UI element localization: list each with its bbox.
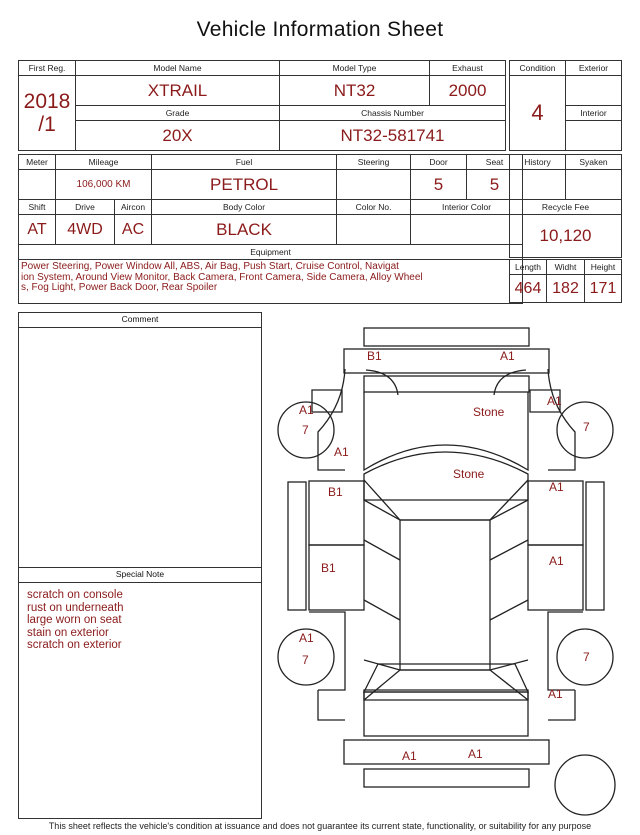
rear-bumper (344, 740, 549, 764)
damage-mark: 7 (583, 420, 590, 434)
damage-mark: B1 (367, 349, 382, 363)
first-reg-month: /1 (38, 113, 56, 136)
equipment-label: Equipment (19, 245, 523, 260)
drive-label: Drive (56, 200, 115, 215)
right-pillars (490, 480, 528, 670)
exterior-label: Exterior (566, 61, 622, 76)
shift-label: Shift (19, 200, 56, 215)
width-value: 182 (547, 275, 585, 303)
exhaust-value: 2000 (430, 76, 506, 106)
condition-label: Condition (510, 61, 566, 76)
car-damage-diagram (270, 320, 622, 820)
damage-mark: A1 (299, 403, 314, 417)
color-no-value (337, 215, 411, 245)
exhaust-label: Exhaust (430, 61, 506, 76)
first-reg-year: 2018 (23, 90, 71, 113)
rear-window (364, 664, 528, 692)
hood (364, 392, 528, 470)
model-name-label: Model Name (76, 61, 280, 76)
fuel-label: Fuel (152, 155, 337, 170)
comment-label: Comment (19, 313, 261, 328)
condition-table (509, 60, 622, 151)
seat-value: 5 (467, 170, 523, 200)
aircon-label: Aircon (115, 200, 152, 215)
rear-bumper-lower (364, 769, 529, 787)
damage-mark: A1 (402, 749, 417, 763)
left-rear-door (309, 545, 364, 610)
model-type-value: NT32 (280, 76, 430, 106)
body-color-value: BLACK (152, 215, 337, 245)
special-note-box (18, 567, 262, 819)
damage-mark: A1 (468, 747, 483, 761)
recycle-fee-label: Recycle Fee (510, 200, 622, 215)
front-bumper-upper (364, 328, 529, 346)
tailgate (364, 692, 528, 736)
left-side-sill (288, 482, 306, 610)
body-color-label: Body Color (152, 200, 337, 215)
special-note-item: large worn on seat (27, 614, 122, 626)
length-label: Length (510, 260, 547, 275)
drive-value: 4WD (56, 215, 115, 245)
damage-mark: A1 (549, 554, 564, 568)
damage-mark: Stone (473, 405, 505, 419)
exterior-value (566, 76, 622, 106)
interior-color-value (411, 215, 523, 245)
history-table (509, 154, 622, 258)
left-pillars (364, 480, 400, 670)
model-type-label: Model Type (280, 61, 430, 76)
length-value: 464 (510, 275, 547, 303)
first-reg-label: First Reg. (19, 61, 76, 76)
shift-value: AT (19, 215, 56, 245)
comment-box (18, 312, 262, 568)
disclaimer: This sheet reflects the vehicle's condition at issuance and does not guarantee its current state, functionality, or suitability for any purpose (48, 821, 592, 831)
grade-value: 20X (76, 121, 280, 151)
damage-mark: B1 (321, 561, 336, 575)
interior-color-label: Interior Color (411, 200, 523, 215)
special-note-label: Special Note (19, 568, 261, 583)
mileage-label: Mileage (56, 155, 152, 170)
recycle-fee-value: 10,120 (510, 215, 622, 258)
history-label: History (510, 155, 566, 170)
chassis-number-label: Chassis Number (280, 106, 506, 121)
grade-label: Grade (76, 106, 280, 121)
door-value: 5 (411, 170, 467, 200)
fuel-value: PETROL (152, 170, 337, 200)
damage-mark: 7 (302, 653, 309, 667)
damage-mark: B1 (328, 485, 343, 499)
condition-value: 4 (510, 76, 566, 151)
meter-value (19, 170, 56, 200)
dimensions-table (509, 259, 622, 303)
special-note-item: scratch on exterior (27, 639, 122, 651)
left-headlight (366, 370, 398, 395)
model-info-table (18, 60, 506, 151)
windshield (364, 452, 528, 500)
steering-value (337, 170, 411, 200)
specs-table (18, 154, 523, 304)
equipment-value: Power Steering, Power Window All, ABS, Air Bag, Push Start, Cruise Control, Navigat ion System, Around View Monitor, Back Camera, Front Camera, Side Camera, Alloy Wheel s, Fog Light, Power Back Door, Rear Spoiler (19, 260, 523, 304)
chassis-number-value: NT32-581741 (280, 121, 506, 151)
interior-value (566, 121, 622, 151)
syaken-label: Syaken (566, 155, 622, 170)
special-note-item: scratch on console (27, 589, 123, 601)
meter-label: Meter (19, 155, 56, 170)
roof (400, 520, 490, 670)
roof-front-edge (364, 500, 528, 520)
rear-lamps (318, 690, 575, 720)
steering-label: Steering (337, 155, 411, 170)
color-no-label: Color No. (337, 200, 411, 215)
roof-rear-edge (364, 670, 528, 700)
damage-mark: A1 (500, 349, 515, 363)
page-title: Vehicle Information Sheet (196, 18, 444, 41)
damage-mark: 7 (583, 650, 590, 664)
width-label: Widht (547, 260, 585, 275)
damage-mark: Stone (453, 467, 485, 481)
damage-mark: A1 (334, 445, 349, 459)
damage-mark: 7 (302, 423, 309, 437)
seat-label: Seat (467, 155, 523, 170)
syaken-value (566, 170, 622, 200)
height-value: 171 (585, 275, 622, 303)
height-label: Height (585, 260, 622, 275)
right-rear-quarter (548, 612, 583, 690)
special-note-item: stain on exterior (27, 626, 109, 639)
right-headlight (494, 370, 526, 395)
right-side-sill (586, 482, 604, 610)
first-reg-value (19, 76, 76, 151)
special-note-list (19, 583, 261, 652)
model-name-value: XTRAIL (76, 76, 280, 106)
mileage-value: 106,000 KM (56, 170, 152, 200)
damage-mark: A1 (549, 480, 564, 494)
left-rear-quarter (309, 612, 345, 690)
aircon-value: AC (115, 215, 152, 245)
front-grille (364, 376, 529, 392)
door-label: Door (411, 155, 467, 170)
damage-mark: A1 (299, 631, 314, 645)
special-note-item: rust on underneath (27, 601, 124, 614)
spare-wheel (555, 755, 615, 815)
damage-mark: A1 (547, 394, 562, 408)
damage-mark: A1 (548, 687, 563, 701)
interior-label: Interior (566, 106, 622, 121)
history-value (510, 170, 566, 200)
